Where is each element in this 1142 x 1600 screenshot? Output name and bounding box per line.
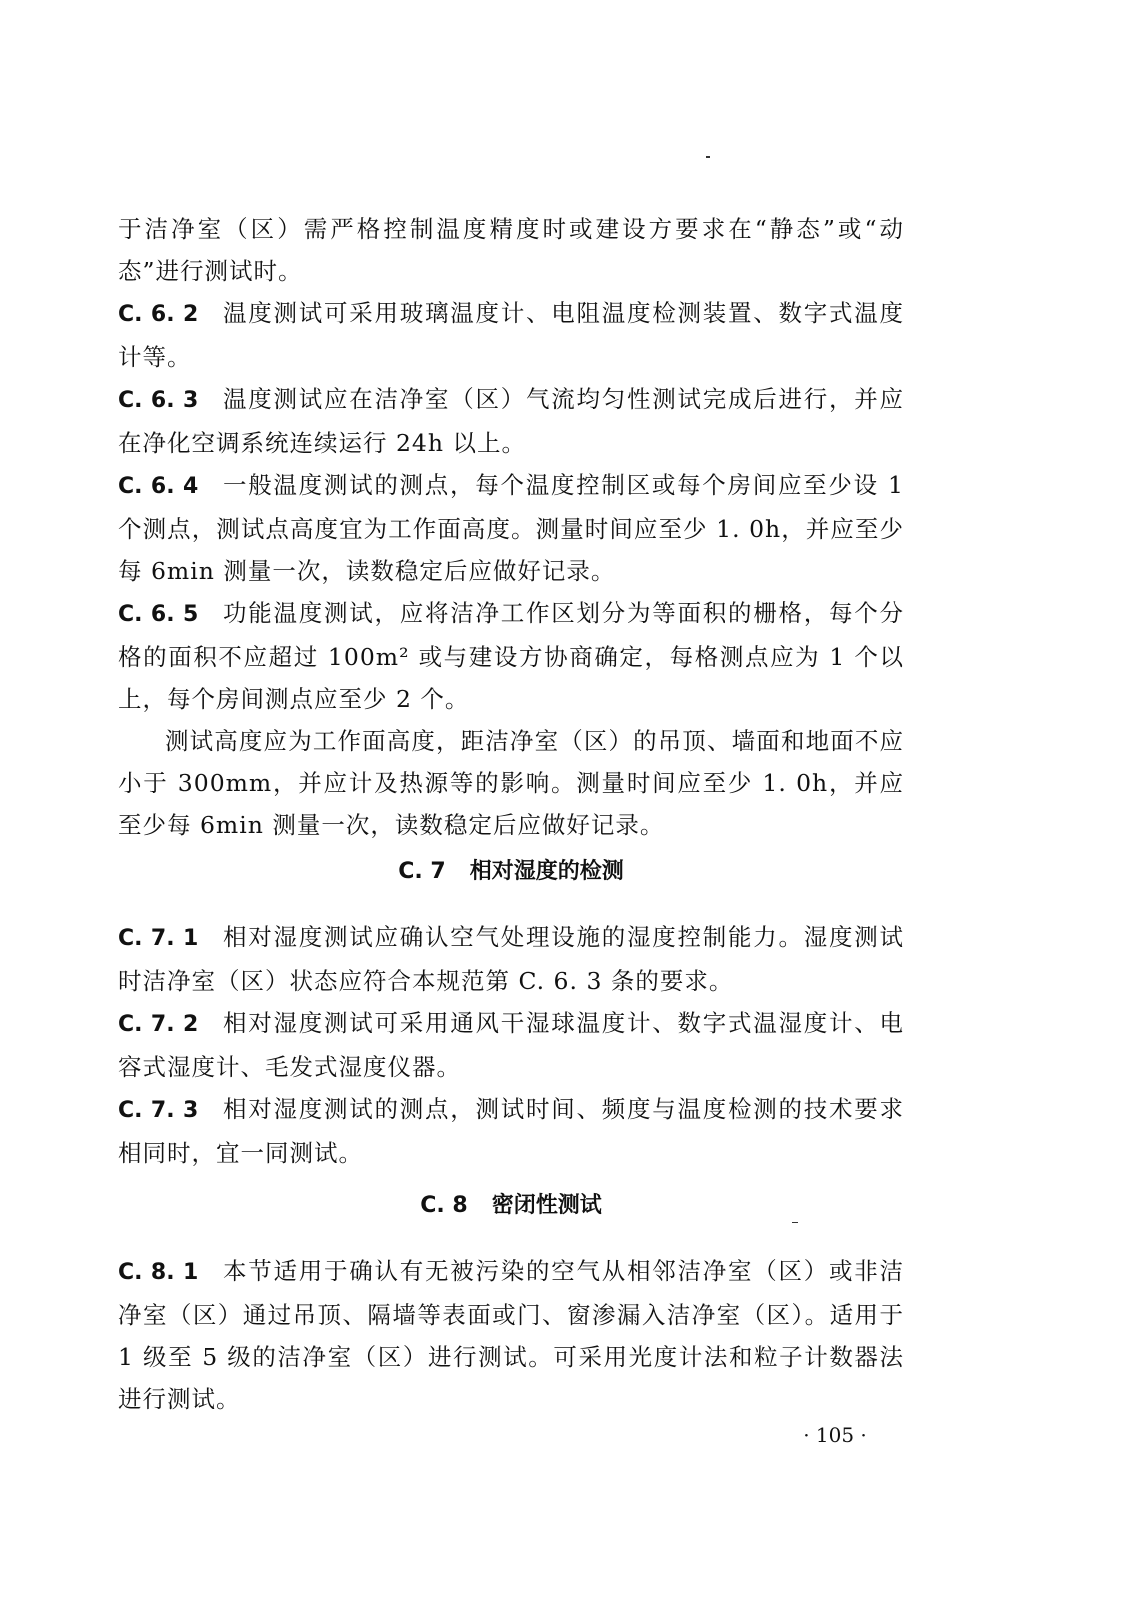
clause-c-6-3 <box>118 378 904 464</box>
clause-number: C. 6. 3 <box>118 388 199 413</box>
section-number: C. 8 <box>420 1193 468 1218</box>
clause-c-8-1 <box>118 1250 904 1420</box>
clause-c-7-1 <box>118 916 904 1002</box>
clause-number: C. 7. 2 <box>118 1012 199 1037</box>
clause-c-7-3 <box>118 1088 904 1174</box>
clause-c-7-2 <box>118 1002 904 1088</box>
clause-number: C. 8. 1 <box>118 1260 199 1285</box>
clause-c-6-2 <box>118 292 904 378</box>
text-block-upper <box>118 208 904 846</box>
text-block-c8 <box>118 1250 904 1420</box>
clause-number: C. 7. 1 <box>118 926 199 951</box>
clause-c-6-5 <box>118 592 904 720</box>
clause-number: C. 6. 2 <box>118 302 199 327</box>
section-heading-c8 <box>118 1186 904 1226</box>
section-number: C. 7 <box>398 859 446 884</box>
section-title: 密闭性测试 <box>491 1193 602 1218</box>
clause-text: 温度测试应在洁净室（区）气流均匀性测试完成后进行，并应在净化空调系统连续运行 24h 以上。 <box>118 385 905 457</box>
clause-text: 相对湿度测试应确认空气处理设施的湿度控制能力。湿度测试时洁净室（区）状态应符合本规范第 C. 6. 3 条的要求。 <box>118 923 905 995</box>
scan-speck <box>706 156 710 158</box>
clause-text: 一般温度测试的测点，每个温度控制区或每个房间应至少设 1 个测点，测试点高度宜为工作面高度。测量时间应至少 1. 0h，并应至少每 6min 测量一次，读数稳定后应做好记录。 <box>118 471 904 585</box>
section-title: 相对湿度的检测 <box>469 859 624 884</box>
clause-text: 功能温度测试，应将洁净工作区划分为等面积的栅格，每个分格的面积不应超过 100m² 或与建设方协商确定，每格测点应为 1 个以上，每个房间测点应至少 2 个。 <box>118 599 905 713</box>
paragraph-continued: 于洁净室（区）需严格控制温度精度时或建设方要求在“静态”或“动态”进行测试时。 <box>118 215 904 285</box>
clause-text: 相对湿度测试可采用通风干湿球温度计、数字式温湿度计、电容式湿度计、毛发式湿度仪器。 <box>118 1009 905 1081</box>
clause-number: C. 7. 3 <box>118 1098 199 1123</box>
page-number: · 105 · <box>803 1423 867 1447</box>
clause-c-6-4 <box>118 464 904 592</box>
clause-text: 本节适用于确认有无被污染的空气从相邻洁净室（区）或非洁净室（区）通过吊顶、隔墙等表面或门、窗渗漏入洁净室（区）。适用于 1 级至 5 级的洁净室（区）进行测试。可采用光度计法和粒子计数器法进行测试。 <box>118 1257 905 1413</box>
clause-text: 温度测试可采用玻璃温度计、电阻温度检测装置、数字式温度计等。 <box>118 299 905 371</box>
section-heading-c7 <box>118 852 904 892</box>
clause-number: C. 6. 5 <box>118 602 199 627</box>
text-block-c7 <box>118 916 904 1174</box>
clause-text: 相对湿度测试的测点，测试时间、频度与温度检测的技术要求相同时，宜一同测试。 <box>118 1095 905 1167</box>
clause-number: C. 6. 4 <box>118 474 199 499</box>
paragraph-indented: 测试高度应为工作面高度，距洁净室（区）的吊顶、墙面和地面不应小于 300mm，并应计及热源等的影响。测量时间应至少 1. 0h，并应至少每 6min 测量一次，读数稳定后应做好记录。 <box>118 727 904 839</box>
